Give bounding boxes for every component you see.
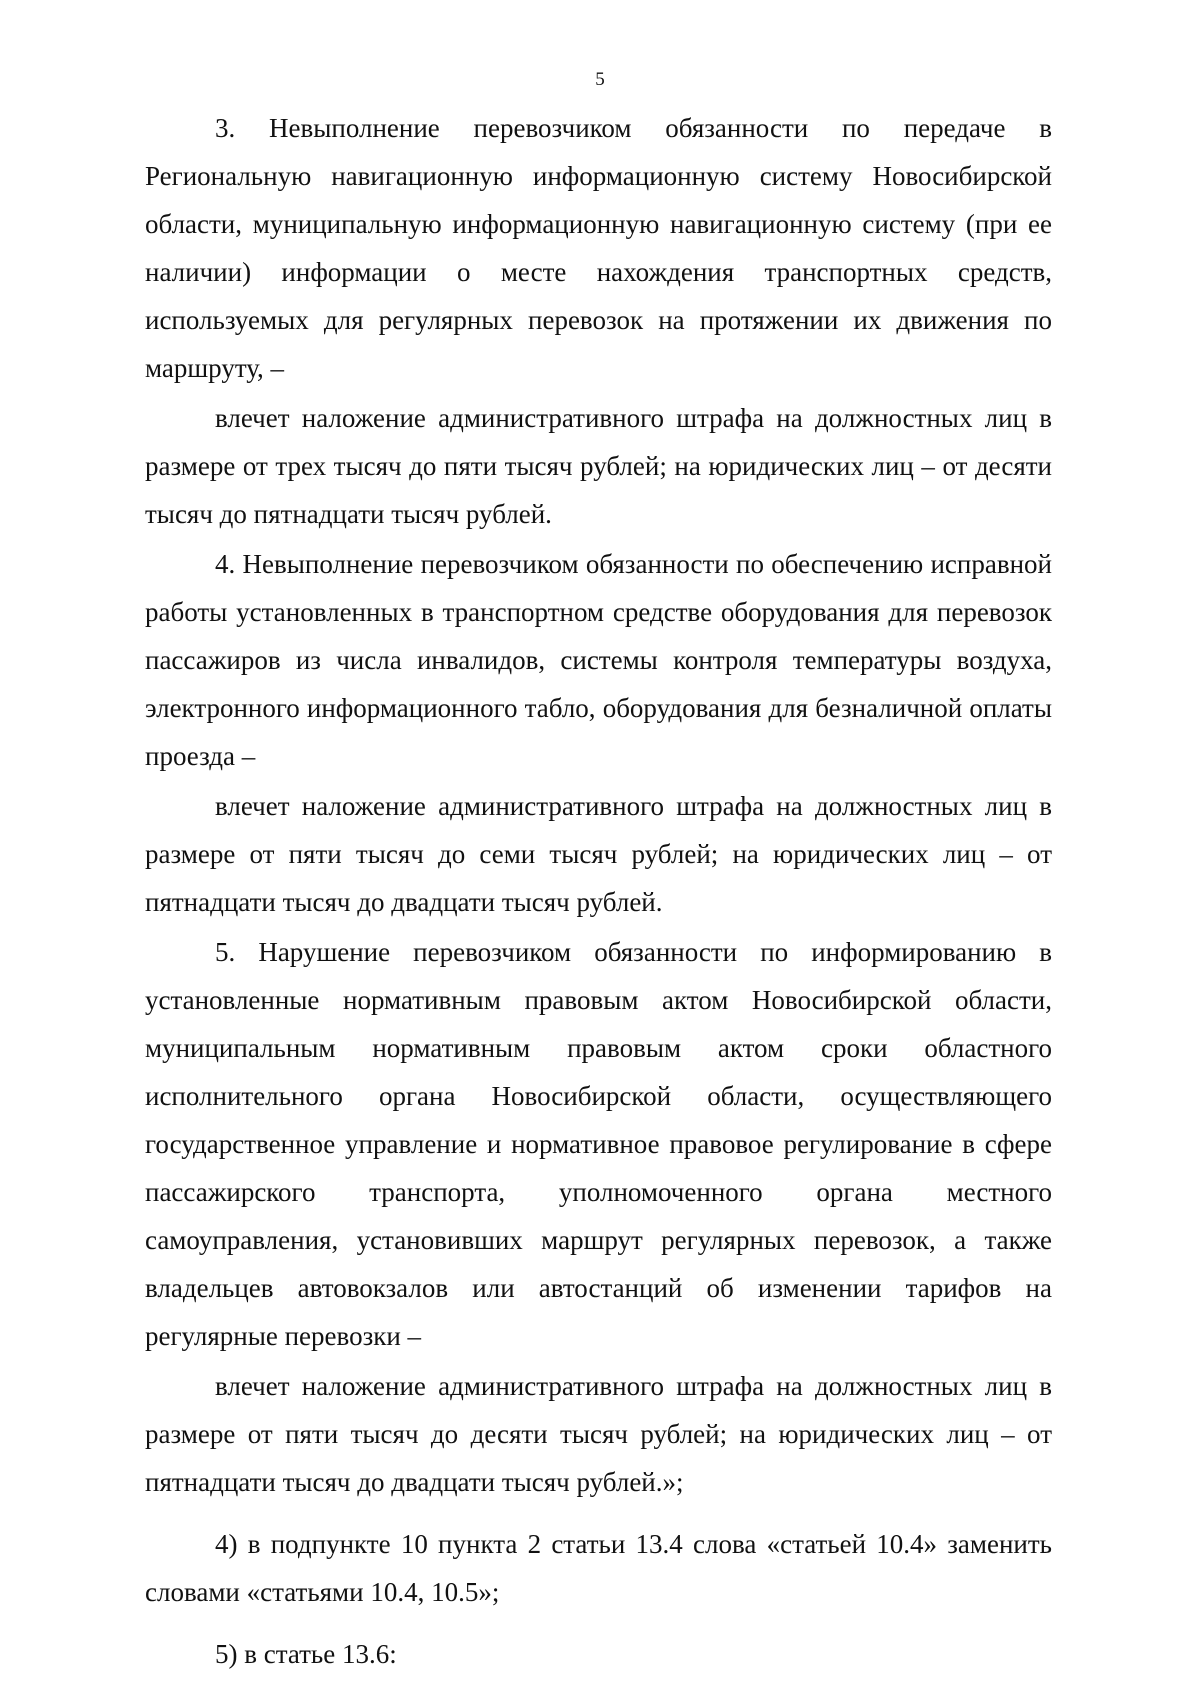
paragraph-amendment-5: 5) в статье 13.6:: [215, 1639, 397, 1669]
paragraph-amendment-4: 4) в подпункте 10 пункта 2 статьи 13.4 слова «статьей 10.4» заменить словами «статьями 10.4, 10.5»;: [145, 1529, 1052, 1607]
page-number: 5: [595, 69, 605, 90]
paragraph-item-5-violation: 5. Нарушение перевозчиком обязанности по информированию в установленные нормативным правовым актом Новосибирской области, муниципальным нормативным правовым актом сроки областного исполнительного органа Новосибирской области, осуществляющего государственное управление и нормативное правовое регулирование в сфере пассажирского транспорта, уполномоченного органа местного самоуправления, установивших маршрут регулярных перевозок, а также владельцев автовокзалов или автостанций об изменении тарифов на регулярные перевозки –: [145, 937, 1052, 1351]
paragraph-item-4-violation: 4. Невыполнение перевозчиком обязанности по обеспечению исправной работы установленных в транспортном средстве оборудования для перевозок пассажиров из числа инвалидов, системы контроля температуры воздуха, электронного информационного табло, оборудования для безналичной оплаты проезда –: [145, 549, 1052, 771]
paragraph-penalty-item-3: влечет наложение административного штрафа на должностных лиц в размере от трех тысяч до пяти тысяч рублей; на юридических лиц – от десяти тысяч до пятнадцати тысяч рублей.: [145, 403, 1052, 529]
document-body: [145, 104, 1052, 1678]
paragraph-penalty-item-5: влечет наложение административного штрафа на должностных лиц в размере от пяти тысяч до десяти тысяч рублей; на юридических лиц – от пятнадцати тысяч до двадцати тысяч рублей.»;: [145, 1371, 1052, 1497]
paragraph-penalty-item-4: влечет наложение административного штрафа на должностных лиц в размере от пяти тысяч до семи тысяч рублей; на юридических лиц – от пятнадцати тысяч до двадцати тысяч рублей.: [145, 791, 1052, 917]
paragraph-item-3-violation: 3. Невыполнение перевозчиком обязанности по передаче в Региональную навигационную информационную систему Новосибирской области, муниципальную информационную навигационную систему (при ее наличии) информации о месте нахождения транспортных средств, используемых для регулярных перевозок на протяжении их движения по маршруту, –: [145, 113, 1052, 383]
